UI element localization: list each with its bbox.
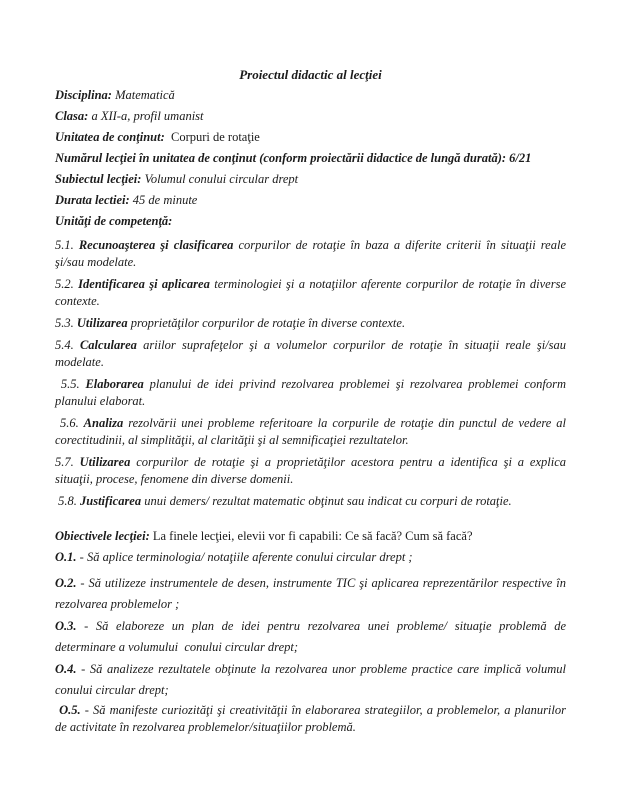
objective-number: O.2. (55, 576, 77, 590)
objectives-intro-text: La finele lecţiei, elevii vor fi capabili: Ce să facă? Cum să facă? (149, 529, 473, 543)
competency-text: corpurilor de rotaţie în baza a diferite criterii în situaţii reale şi/sau modelate. (55, 238, 570, 269)
competency-keyword: Recunoaşterea şi clasificarea (78, 238, 234, 252)
competency-item-5-5 (55, 376, 570, 410)
competency-number: 5.6. (55, 416, 84, 430)
meta-line-unitati-competenta (55, 213, 566, 230)
competency-text: rezolvării unei probleme referitoare la corpurile de rotaţie din punctul de vedere al corectitudinii, al simplităţii, al clarităţii şi al semnificaţiei rezultatelor. (55, 416, 570, 447)
competency-keyword: Analiza (83, 416, 124, 430)
objective-text: - Să manifeste curiozităţi şi creativităţii în elaborarea strategiilor, a problemelor, a planurilor de activitate în rezolvarea problemelor/situaţiilor problemă. (55, 703, 570, 734)
objectives-intro-label: Obiectivele lecţiei: (55, 529, 150, 543)
meta-label: Unităţi de competenţă: (55, 214, 173, 228)
meta-value: Volumul conului circular drept (141, 172, 299, 186)
competency-item-5-4 (55, 337, 570, 371)
objective-text: - Să analizeze rezultatele obţinute la rezolvarea unor probleme practice care implică volumul conului circular drept; (55, 662, 570, 697)
meta-line-durata (55, 192, 566, 209)
competency-text: terminologiei şi a notaţiilor aferente corpurilor de rotaţie în diverse contexte. (55, 277, 570, 308)
competency-number: 5.7. (55, 455, 80, 469)
meta-label: Clasa: (55, 109, 89, 123)
competency-number: 5.5. (55, 377, 86, 391)
meta-value: a XII-a, profil umanist (88, 109, 204, 123)
competency-item-5-1 (55, 237, 570, 271)
meta-line-unitatea (55, 129, 566, 146)
competency-number: 5.3. (55, 316, 77, 330)
objective-item-o2 (55, 573, 570, 615)
competency-keyword: Calcularea (79, 338, 137, 352)
objective-text: - Să utilizeze instrumentele de desen, instrumente TIC şi aplicarea reprezentărilor respective în rezolvarea problemelor ; (55, 576, 570, 611)
meta-value: 45 de minute (129, 193, 198, 207)
meta-label: Subiectul lecţiei: (55, 172, 142, 186)
objective-item-o5 (55, 702, 570, 736)
meta-label: Durata lectiei: (55, 193, 130, 207)
competencies-section (55, 237, 570, 510)
competency-item-5-8 (55, 493, 566, 510)
objective-item-o3 (55, 616, 570, 658)
competency-keyword: Identificarea şi aplicarea (78, 277, 210, 291)
competency-text: corpurilor de rotaţie şi a proprietăţilor acestora pentru a identifica şi a explica situaţii, procese, fenomene din diverse domenii. (55, 455, 570, 486)
document-title: Proiectul didactic al lecţiei (239, 67, 382, 82)
objectives-section (55, 528, 570, 736)
objective-text: - Să aplice terminologia/ notaţiile aferente conului circular drept ; (76, 550, 413, 564)
meta-label: Disciplina: (55, 88, 112, 102)
competency-keyword: Utilizarea (76, 316, 128, 330)
competency-text: planului de idei privind rezolvarea problemei şi rezolvarea problemei conform planului elaborat. (55, 377, 570, 408)
competency-item-5-2 (55, 276, 570, 310)
competency-keyword: Utilizarea (79, 455, 131, 469)
meta-line-numarul (55, 150, 566, 167)
competency-keyword: Justificarea (80, 494, 142, 508)
objective-number: O.5. (55, 703, 81, 717)
objective-text: - Să elaboreze un plan de idei pentru rezolvarea unei probleme/ situaţie problemă de determinare a volumului conului circular drept; (55, 619, 570, 654)
objectives-intro (55, 528, 566, 545)
competency-keyword: Elaborarea (85, 377, 144, 391)
meta-value: Corpuri de rotaţie (164, 130, 260, 144)
meta-value: Matematică (111, 88, 175, 102)
competency-number: 5.4. (55, 338, 80, 352)
meta-label: Numărul lecţiei în unitatea de conţinut (conform proiectării didactice de lungă durată): 6/21 (55, 151, 532, 165)
competency-item-5-6 (55, 415, 570, 449)
competency-text: proprietăţilor corpurilor de rotaţie în diverse contexte. (127, 316, 406, 330)
objective-number: O.3. (55, 619, 77, 633)
meta-line-clasa (55, 108, 566, 125)
competency-item-5-7 (55, 454, 570, 488)
competency-text: unui demers/ rezultat matematic obţinut sau indicat cu corpuri de rotaţie. (141, 494, 512, 508)
competency-text: ariilor suprafeţelor şi a volumelor corpurilor de rotaţie în situaţii reale şi/sau modelate. (55, 338, 570, 369)
competency-number: 5.2. (55, 277, 79, 291)
competency-item-5-3 (55, 315, 566, 332)
objective-number: O.4. (55, 662, 77, 676)
meta-section (55, 87, 566, 230)
meta-line-disciplina (55, 87, 566, 104)
meta-label: Unitatea de conţinut: (55, 130, 165, 144)
competency-number: 5.1. (55, 238, 79, 252)
objective-item-o1 (55, 549, 566, 566)
objective-number: O.1. (55, 550, 77, 564)
competency-number: 5.8. (55, 494, 80, 508)
meta-line-subiectul (55, 171, 566, 188)
objective-item-o4 (55, 659, 570, 701)
